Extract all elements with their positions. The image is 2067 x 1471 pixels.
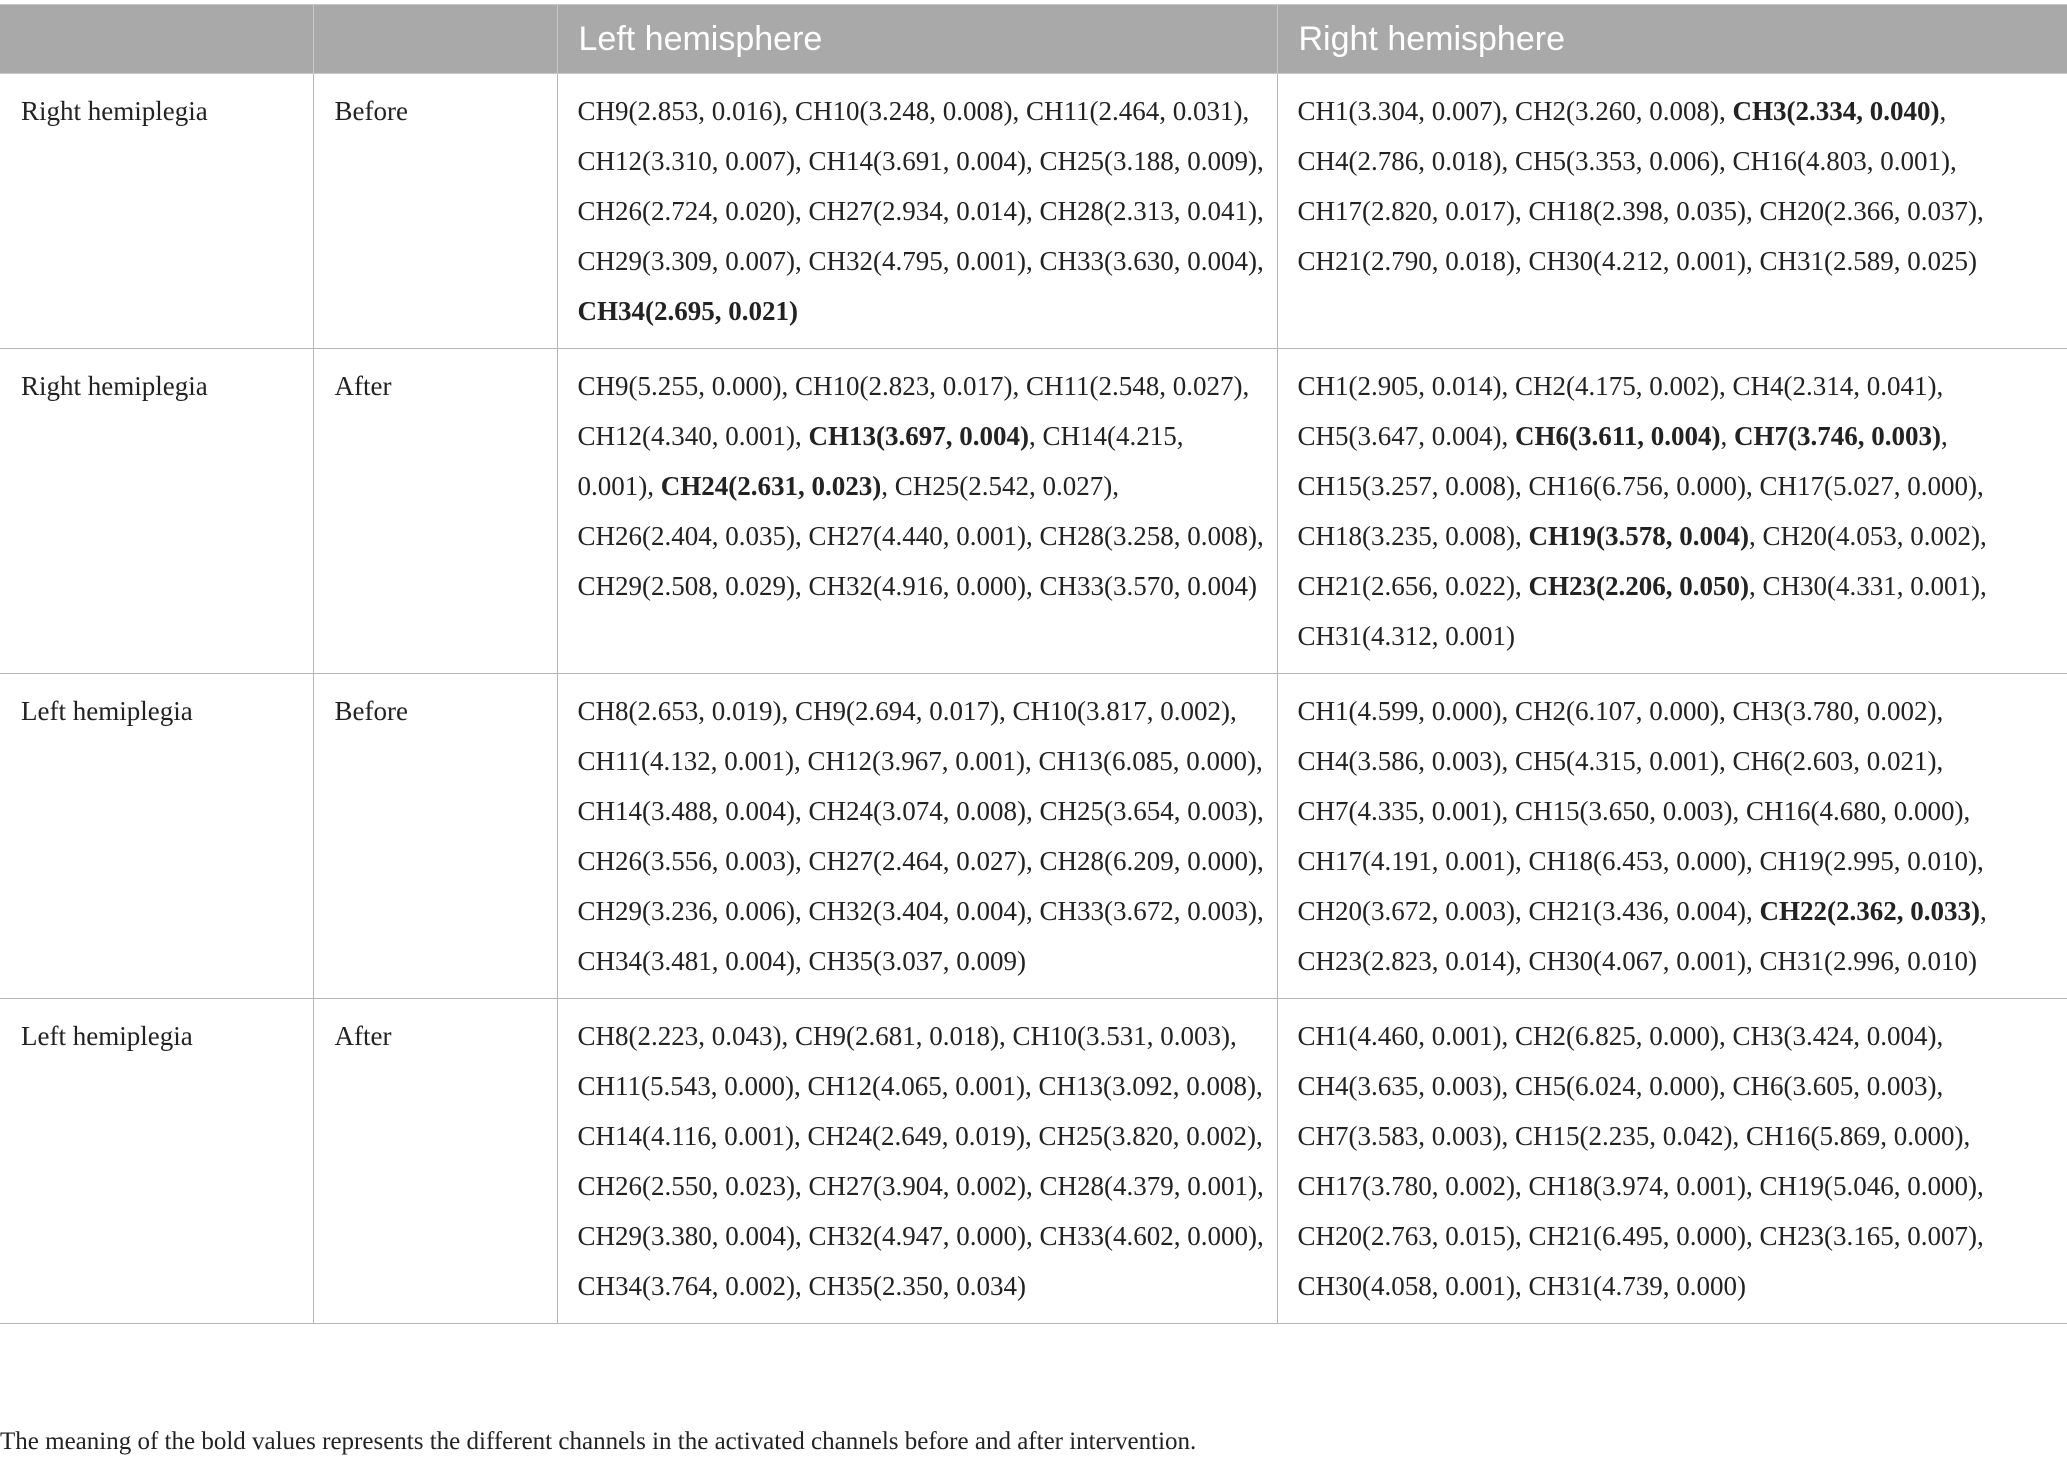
channel-value: CH26(2.724, 0.020) — [577, 196, 795, 226]
left-hemisphere-cell: CH8(2.653, 0.019), CH9(2.694, 0.017), CH10(3.817, 0.002), CH11(4.132, 0.001), CH12(3.967, 0.001), CH13(6.085, 0.000), CH14(3.488, 0.004), CH24(3.074, 0.008), CH25(3.654, 0.003), CH26(3.556, 0.003), CH27(2.464, 0.027), CH28(6.209, 0.000), CH29(3.236, 0.006), CH32(3.404, 0.004), CH33(3.672, 0.003), CH34(3.481, 0.004), CH35(3.037, 0.009) — [557, 674, 1277, 999]
channel-value: CH2(4.175, 0.002) — [1515, 371, 1719, 401]
channel-value: CH21(6.495, 0.000) — [1528, 1221, 1746, 1251]
left-hemisphere-cell: CH9(5.255, 0.000), CH10(2.823, 0.017), CH11(2.548, 0.027), CH12(4.340, 0.001), CH13(3.697, 0.004), CH14(4.215, 0.001), CH24(2.631, 0.023), CH25(2.542, 0.027), CH26(2.404, 0.035), CH27(4.440, 0.001), CH28(3.258, 0.008), CH29(2.508, 0.029), CH32(4.916, 0.000), CH33(3.570, 0.004) — [557, 349, 1277, 674]
channel-value: CH12(4.065, 0.001) — [807, 1071, 1025, 1101]
channel-value: CH3(3.780, 0.002) — [1732, 696, 1937, 726]
right-hemisphere-cell: CH1(2.905, 0.014), CH2(4.175, 0.002), CH4(2.314, 0.041), CH5(3.647, 0.004), CH6(3.611, 0.004), CH7(3.746, 0.003), CH15(3.257, 0.008), CH16(6.756, 0.000), CH17(5.027, 0.000), CH18(3.235, 0.008), CH19(3.578, 0.004), CH20(4.053, 0.002), CH21(2.656, 0.022), CH23(2.206, 0.050), CH30(4.331, 0.001), CH31(4.312, 0.001) — [1277, 349, 2067, 674]
channel-value: CH4(2.314, 0.041) — [1732, 371, 1937, 401]
channel-value: CH24(2.649, 0.019) — [807, 1121, 1025, 1151]
channel-value: CH23(3.165, 0.007) — [1759, 1221, 1977, 1251]
channel-value: CH26(3.556, 0.003) — [577, 846, 795, 876]
channel-value: CH15(3.257, 0.008) — [1297, 471, 1515, 501]
table-row — [0, 349, 2067, 674]
channel-value: CH6(3.605, 0.003) — [1732, 1071, 1937, 1101]
channel-value: CH1(3.304, 0.007) — [1297, 96, 1502, 126]
channel-value: CH13(3.092, 0.008) — [1038, 1071, 1256, 1101]
channel-value: CH29(3.380, 0.004) — [577, 1221, 795, 1251]
channel-value: CH3(2.334, 0.040) — [1732, 96, 1940, 126]
channel-value: CH33(4.602, 0.000) — [1039, 1221, 1257, 1251]
channel-value: CH9(5.255, 0.000) — [577, 371, 782, 401]
channel-value: CH4(3.635, 0.003) — [1297, 1071, 1502, 1101]
channel-value: CH18(2.398, 0.035) — [1528, 196, 1746, 226]
channel-value: CH25(3.188, 0.009) — [1039, 146, 1257, 176]
channel-value: CH21(2.656, 0.022) — [1297, 571, 1515, 601]
channel-value: CH34(3.764, 0.002) — [577, 1271, 795, 1301]
header-time — [313, 5, 557, 74]
right-hemisphere-cell: CH1(4.599, 0.000), CH2(6.107, 0.000), CH3(3.780, 0.002), CH4(3.586, 0.003), CH5(4.315, 0.001), CH6(2.603, 0.021), CH7(4.335, 0.001), CH15(3.650, 0.003), CH16(4.680, 0.000), CH17(4.191, 0.001), CH18(6.453, 0.000), CH19(2.995, 0.010), CH20(3.672, 0.003), CH21(3.436, 0.004), CH22(2.362, 0.033), CH23(2.823, 0.014), CH30(4.067, 0.001), CH31(2.996, 0.010) — [1277, 674, 2067, 999]
row-group-label: Left hemiplegia — [0, 999, 313, 1324]
channel-value: CH14(4.116, 0.001) — [577, 1121, 794, 1151]
channel-value: CH3(3.424, 0.004) — [1732, 1021, 1937, 1051]
channel-value: CH16(6.756, 0.000) — [1528, 471, 1746, 501]
table-row — [0, 999, 2067, 1324]
channel-value: CH33(3.570, 0.004) — [1039, 571, 1257, 601]
channel-value: CH32(4.947, 0.000) — [808, 1221, 1026, 1251]
channel-value: CH19(2.995, 0.010) — [1759, 846, 1977, 876]
channel-value: CH12(4.340, 0.001) — [577, 421, 795, 451]
channel-value: CH5(4.315, 0.001) — [1515, 746, 1719, 776]
channel-value: CH30(4.212, 0.001) — [1528, 246, 1746, 276]
channel-value: CH26(2.404, 0.035) — [577, 521, 795, 551]
channel-value: CH27(4.440, 0.001) — [808, 521, 1026, 551]
channel-value: CH32(3.404, 0.004) — [808, 896, 1026, 926]
channel-value: CH33(3.630, 0.004) — [1039, 246, 1257, 276]
channel-value: CH16(4.803, 0.001) — [1732, 146, 1950, 176]
right-hemisphere-cell: CH1(4.460, 0.001), CH2(6.825, 0.000), CH3(3.424, 0.004), CH4(3.635, 0.003), CH5(6.024, 0.000), CH6(3.605, 0.003), CH7(3.583, 0.003), CH15(2.235, 0.042), CH16(5.869, 0.000), CH17(3.780, 0.002), CH18(3.974, 0.001), CH19(5.046, 0.000), CH20(2.763, 0.015), CH21(6.495, 0.000), CH23(3.165, 0.007), CH30(4.058, 0.001), CH31(4.739, 0.000) — [1277, 999, 2067, 1324]
channel-value: CH2(6.107, 0.000) — [1515, 696, 1719, 726]
row-group-label: Right hemiplegia — [0, 349, 313, 674]
channel-value: CH34(3.481, 0.004) — [577, 946, 795, 976]
channel-value: CH20(4.053, 0.002) — [1762, 521, 1980, 551]
row-time-label: After — [313, 999, 557, 1324]
table-row — [0, 74, 2067, 349]
channel-value: CH25(3.654, 0.003) — [1039, 796, 1257, 826]
channel-value: CH29(3.309, 0.007) — [577, 246, 795, 276]
channel-value: CH28(3.258, 0.008) — [1039, 521, 1257, 551]
channel-value: CH9(2.853, 0.016) — [577, 96, 782, 126]
channel-value: CH31(4.312, 0.001) — [1297, 621, 1515, 651]
channel-value: CH34(2.695, 0.021) — [577, 296, 798, 326]
channel-value: CH15(3.650, 0.003) — [1515, 796, 1733, 826]
channel-value: CH16(5.869, 0.000) — [1746, 1121, 1964, 1151]
hemisphere-channels-table — [0, 4, 2067, 1324]
row-group-label: Left hemiplegia — [0, 674, 313, 999]
channel-value: CH31(2.996, 0.010) — [1759, 946, 1977, 976]
channel-value: CH27(3.904, 0.002) — [808, 1171, 1026, 1201]
channel-value: CH27(2.934, 0.014) — [808, 196, 1026, 226]
channel-value: CH6(3.611, 0.004) — [1515, 421, 1721, 451]
channel-value: CH4(2.786, 0.018) — [1297, 146, 1502, 176]
channel-value: CH20(3.672, 0.003) — [1297, 896, 1515, 926]
channel-value: CH23(2.206, 0.050) — [1528, 571, 1749, 601]
channel-value: CH8(2.223, 0.043) — [577, 1021, 782, 1051]
row-time-label: Before — [313, 674, 557, 999]
channel-value: CH11(4.132, 0.001) — [577, 746, 794, 776]
channel-value: CH18(3.974, 0.001) — [1528, 1171, 1746, 1201]
channel-value: CH10(3.531, 0.003) — [1012, 1021, 1230, 1051]
channel-value: CH20(2.366, 0.037) — [1759, 196, 1977, 226]
channel-value: CH31(4.739, 0.000) — [1528, 1271, 1746, 1301]
channel-value: CH10(3.248, 0.008) — [795, 96, 1013, 126]
row-time-label: After — [313, 349, 557, 674]
channel-value: CH17(3.780, 0.002) — [1297, 1171, 1515, 1201]
channel-value: CH13(6.085, 0.000) — [1038, 746, 1256, 776]
channel-value: CH8(2.653, 0.019) — [577, 696, 782, 726]
channel-value: CH29(3.236, 0.006) — [577, 896, 795, 926]
channel-value: CH35(3.037, 0.009) — [808, 946, 1026, 976]
channel-value: CH32(4.795, 0.001) — [808, 246, 1026, 276]
channel-value: CH25(3.820, 0.002) — [1038, 1121, 1256, 1151]
channel-value: CH22(2.362, 0.033) — [1759, 896, 1980, 926]
channel-value: CH19(3.578, 0.004) — [1528, 521, 1749, 551]
channel-value: CH24(2.631, 0.023) — [660, 471, 882, 501]
channel-value: CH9(2.681, 0.018) — [795, 1021, 999, 1051]
channel-value: CH7(3.746, 0.003) — [1734, 421, 1941, 451]
channel-value: CH23(2.823, 0.014) — [1297, 946, 1515, 976]
channel-value: CH4(3.586, 0.003) — [1297, 746, 1502, 776]
channel-value: CH11(5.543, 0.000) — [577, 1071, 794, 1101]
channel-value: CH15(2.235, 0.042) — [1515, 1121, 1733, 1151]
channel-value: CH1(2.905, 0.014) — [1297, 371, 1502, 401]
header-group — [0, 5, 313, 74]
channel-value: CH17(2.820, 0.017) — [1297, 196, 1515, 226]
row-group-label: Right hemiplegia — [0, 74, 313, 349]
channel-value: CH2(6.825, 0.000) — [1515, 1021, 1719, 1051]
channel-value: CH31(2.589, 0.025) — [1759, 246, 1977, 276]
channel-value: CH10(3.817, 0.002) — [1012, 696, 1230, 726]
right-hemisphere-cell: CH1(3.304, 0.007), CH2(3.260, 0.008), CH3(2.334, 0.040), CH4(2.786, 0.018), CH5(3.353, 0.006), CH16(4.803, 0.001), CH17(2.820, 0.017), CH18(2.398, 0.035), CH20(2.366, 0.037), CH21(2.790, 0.018), CH30(4.212, 0.001), CH31(2.589, 0.025) — [1277, 74, 2067, 349]
channel-value: CH25(2.542, 0.027) — [894, 471, 1113, 501]
channel-value: CH18(3.235, 0.008) — [1297, 521, 1515, 551]
channel-value: CH21(3.436, 0.004) — [1528, 896, 1746, 926]
channel-value: CH13(3.697, 0.004) — [808, 421, 1029, 451]
channel-value: CH6(2.603, 0.021) — [1732, 746, 1937, 776]
header-left-hemisphere: Left hemisphere — [557, 5, 1277, 74]
channel-value: CH26(2.550, 0.023) — [577, 1171, 795, 1201]
channel-value: CH27(2.464, 0.027) — [808, 846, 1026, 876]
channel-value: CH29(2.508, 0.029) — [577, 571, 795, 601]
channel-value: CH11(2.548, 0.027) — [1026, 371, 1243, 401]
table-footnote: The meaning of the bold values represents the different channels in the activated channels before and after intervention. — [0, 1428, 1197, 1455]
channel-value: CH11(2.464, 0.031) — [1026, 96, 1243, 126]
left-hemisphere-cell: CH8(2.223, 0.043), CH9(2.681, 0.018), CH10(3.531, 0.003), CH11(5.543, 0.000), CH12(4.065, 0.001), CH13(3.092, 0.008), CH14(4.116, 0.001), CH24(2.649, 0.019), CH25(3.820, 0.002), CH26(2.550, 0.023), CH27(3.904, 0.002), CH28(4.379, 0.001), CH29(3.380, 0.004), CH32(4.947, 0.000), CH33(4.602, 0.000), CH34(3.764, 0.002), CH35(2.350, 0.034) — [557, 999, 1277, 1324]
channel-value: CH5(3.647, 0.004) — [1297, 421, 1502, 451]
channel-value: CH10(2.823, 0.017) — [795, 371, 1013, 401]
channel-value: CH12(3.310, 0.007) — [577, 146, 795, 176]
channel-value: CH19(5.046, 0.000) — [1759, 1171, 1977, 1201]
left-hemisphere-cell: CH9(2.853, 0.016), CH10(3.248, 0.008), CH11(2.464, 0.031), CH12(3.310, 0.007), CH14(3.691, 0.004), CH25(3.188, 0.009), CH26(2.724, 0.020), CH27(2.934, 0.014), CH28(2.313, 0.041), CH29(3.309, 0.007), CH32(4.795, 0.001), CH33(3.630, 0.004), CH34(2.695, 0.021) — [557, 74, 1277, 349]
channel-value: CH18(6.453, 0.000) — [1528, 846, 1746, 876]
channel-value: CH28(2.313, 0.041) — [1039, 196, 1257, 226]
channel-value: CH24(3.074, 0.008) — [808, 796, 1026, 826]
channel-value: CH7(3.583, 0.003) — [1297, 1121, 1502, 1151]
channel-value: CH33(3.672, 0.003) — [1039, 896, 1257, 926]
channel-value: CH1(4.460, 0.001) — [1297, 1021, 1502, 1051]
channel-value: CH32(4.916, 0.000) — [808, 571, 1026, 601]
channel-value: CH14(3.691, 0.004) — [808, 146, 1026, 176]
channel-value: CH7(4.335, 0.001) — [1297, 796, 1502, 826]
channel-value: CH2(3.260, 0.008) — [1515, 96, 1719, 126]
channel-value: CH1(4.599, 0.000) — [1297, 696, 1502, 726]
channel-value: CH14(4.215, 0.001) — [577, 421, 1184, 501]
channel-value: CH30(4.058, 0.001) — [1297, 1271, 1515, 1301]
channel-value: CH17(4.191, 0.001) — [1297, 846, 1515, 876]
table-row — [0, 674, 2067, 999]
channel-value: CH21(2.790, 0.018) — [1297, 246, 1515, 276]
channel-value: CH9(2.694, 0.017) — [795, 696, 999, 726]
channel-value: CH5(3.353, 0.006) — [1515, 146, 1719, 176]
row-time-label: Before — [313, 74, 557, 349]
table-header-row — [0, 5, 2067, 74]
channel-value: CH30(4.331, 0.001) — [1762, 571, 1980, 601]
channel-value: CH35(2.350, 0.034) — [808, 1271, 1026, 1301]
channel-value: CH12(3.967, 0.001) — [807, 746, 1025, 776]
header-right-hemisphere: Right hemisphere — [1277, 5, 2067, 74]
channel-value: CH17(5.027, 0.000) — [1759, 471, 1977, 501]
channel-value: CH28(4.379, 0.001) — [1039, 1171, 1257, 1201]
channel-value: CH28(6.209, 0.000) — [1039, 846, 1257, 876]
channel-value: CH16(4.680, 0.000) — [1746, 796, 1964, 826]
channel-value: CH20(2.763, 0.015) — [1297, 1221, 1515, 1251]
channel-value: CH5(6.024, 0.000) — [1515, 1071, 1719, 1101]
channel-value: CH30(4.067, 0.001) — [1528, 946, 1746, 976]
channel-value: CH14(3.488, 0.004) — [577, 796, 795, 826]
